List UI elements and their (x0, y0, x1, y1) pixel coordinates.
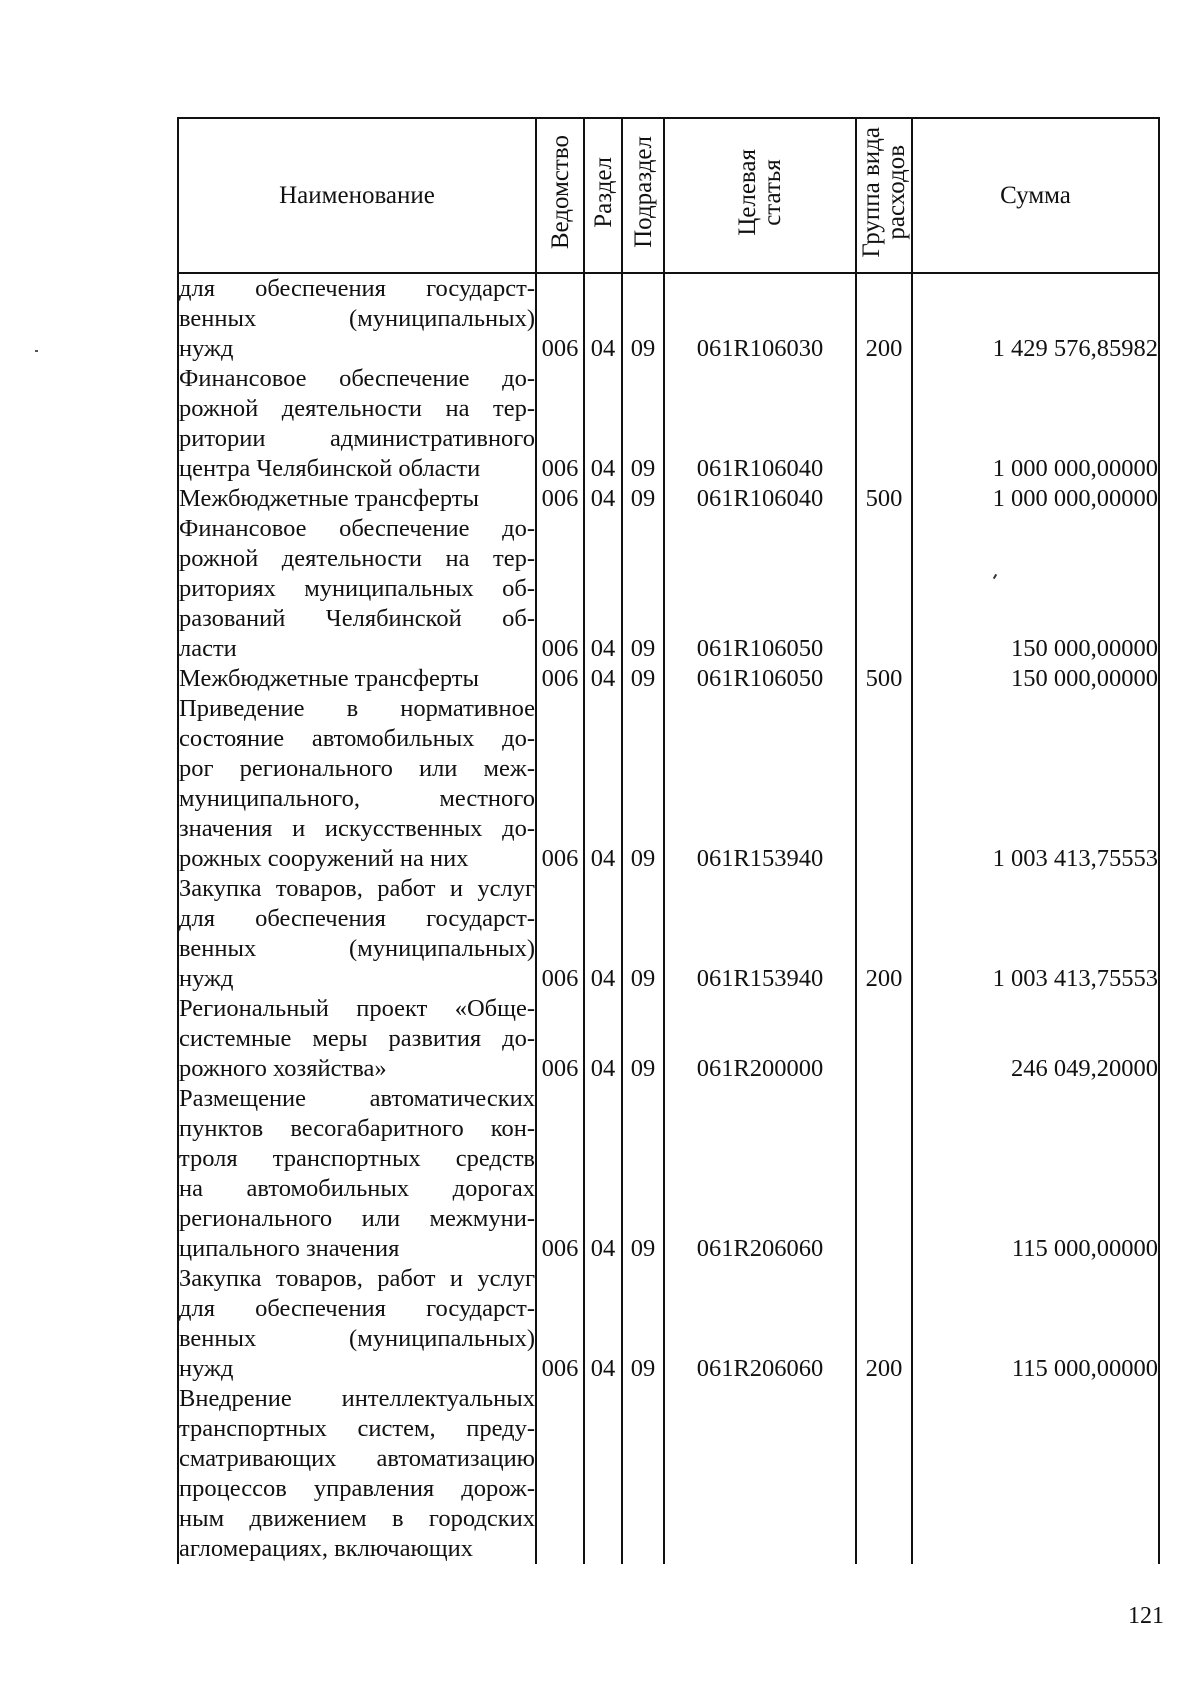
cell-name-line: нужд (179, 335, 234, 362)
cell-vedomstvo: 006 (536, 364, 584, 484)
table-row (178, 1084, 1159, 1264)
cell-razdel: 04 (584, 273, 622, 364)
cell-name-line: центра Челябинской области (179, 455, 481, 482)
cell-name (178, 484, 536, 514)
cell-sum: 150 000,00000 (912, 514, 1159, 664)
cell-vedomstvo: 006 (536, 694, 584, 874)
cell-name-line: Внедрение интеллектуальных (179, 1385, 535, 1412)
cell-sum: 115 000,00000 (912, 1264, 1159, 1384)
cell-sum: 1 000 000,00000 (912, 484, 1159, 514)
table-row (178, 514, 1159, 664)
cell-podrazdel: 09 (622, 484, 664, 514)
table-row (178, 484, 1159, 514)
cell-name-line: ритории административного (179, 425, 535, 452)
cell-name-line: ласти (179, 635, 237, 662)
cell-name (178, 364, 536, 484)
table-row (178, 664, 1159, 694)
cell-vedomstvo: 006 (536, 664, 584, 694)
cell-podrazdel: 09 (622, 994, 664, 1084)
cell-group: 200 (856, 1264, 912, 1384)
table-row (178, 994, 1159, 1084)
cell-vedomstvo: 006 (536, 1264, 584, 1384)
cell-name (178, 994, 536, 1084)
cell-podrazdel: 09 (622, 1264, 664, 1384)
cell-name-line: троля транспортных средств (179, 1145, 535, 1172)
cell-target: 061R206060 (664, 1084, 856, 1264)
cell-vedomstvo: 006 (536, 484, 584, 514)
cell-razdel (584, 1384, 622, 1564)
cell-razdel: 04 (584, 484, 622, 514)
table-row (178, 273, 1159, 364)
cell-vedomstvo: 006 (536, 514, 584, 664)
header-podrazdel: Подраздел (622, 118, 664, 273)
cell-name-line: разований Челябинской об- (179, 605, 535, 632)
cell-name-line: венных (муниципальных) (179, 935, 535, 962)
cell-group: 500 (856, 484, 912, 514)
cell-group (856, 514, 912, 664)
cell-name (178, 694, 536, 874)
cell-name (178, 273, 536, 364)
cell-sum (912, 1384, 1159, 1564)
cell-group (856, 364, 912, 484)
cell-vedomstvo: 006 (536, 273, 584, 364)
cell-name (178, 1264, 536, 1384)
cell-vedomstvo (536, 1384, 584, 1564)
cell-name-line: регионального или межмуни- (179, 1205, 535, 1232)
cell-name-line: процессов управления дорож- (179, 1475, 535, 1502)
cell-name-line: пунктов весогабаритного кон- (179, 1115, 535, 1142)
cell-sum: 1 003 413,75553 (912, 874, 1159, 994)
cell-name-line: для обеспечения государст- (179, 1295, 535, 1322)
cell-podrazdel: 09 (622, 1084, 664, 1264)
cell-name-line: Финансовое обеспечение до- (179, 365, 535, 392)
cell-target: 061R106050 (664, 664, 856, 694)
cell-target (664, 1384, 856, 1564)
cell-name-line: Закупка товаров, работ и услуг (179, 875, 535, 902)
cell-name-line: рожного хозяйства» (179, 1055, 387, 1082)
header-vedomstvo: Ведомство (536, 118, 584, 273)
cell-razdel: 04 (584, 514, 622, 664)
cell-sum: 1 003 413,75553 (912, 694, 1159, 874)
cell-name-line: рожной деятельности на тер- (179, 545, 535, 572)
cell-name-line: сматривающих автоматизацию (179, 1445, 535, 1472)
cell-name-line: рог регионального или меж- (179, 755, 535, 782)
cell-name (178, 1084, 536, 1264)
cell-sum: 115 000,00000 (912, 1084, 1159, 1264)
cell-group (856, 994, 912, 1084)
cell-name-line: Размещение автоматических (179, 1085, 535, 1112)
cell-name (178, 874, 536, 994)
cell-podrazdel: 09 (622, 874, 664, 994)
cell-podrazdel: 09 (622, 664, 664, 694)
cell-name-line: для обеспечения государст- (179, 275, 535, 302)
budget-table (177, 117, 1160, 1564)
cell-sum: 150 000,00000 (912, 664, 1159, 694)
cell-target: 061R106030 (664, 273, 856, 364)
cell-name-line: рожной деятельности на тер- (179, 395, 535, 422)
cell-target: 061R106040 (664, 484, 856, 514)
cell-group: 500 (856, 664, 912, 694)
cell-name-line: состояние автомобильных до- (179, 725, 535, 752)
cell-razdel: 04 (584, 994, 622, 1084)
cell-group (856, 1084, 912, 1264)
cell-name-line: агломерациях, включающих (179, 1535, 473, 1562)
cell-group: 200 (856, 273, 912, 364)
cell-name-line: Закупка товаров, работ и услуг (179, 1265, 535, 1292)
cell-vedomstvo: 006 (536, 874, 584, 994)
table-row (178, 1264, 1159, 1384)
cell-group: 200 (856, 874, 912, 994)
table-body (178, 273, 1159, 1564)
cell-name-line: Приведение в нормативное (179, 695, 535, 722)
cell-name-line: венных (муниципальных) (179, 305, 535, 332)
cell-group (856, 1384, 912, 1564)
header-row (178, 118, 1159, 273)
cell-podrazdel: 09 (622, 273, 664, 364)
cell-target: 061R153940 (664, 874, 856, 994)
cell-name-line: ным движением в городских (179, 1505, 535, 1532)
table-row (178, 1384, 1159, 1564)
cell-name-line: муниципального, местного (179, 785, 535, 812)
cell-podrazdel: 09 (622, 694, 664, 874)
header-sum: Сумма (912, 118, 1159, 273)
cell-target: 061R206060 (664, 1264, 856, 1384)
header-target: Целевая статья (664, 118, 856, 273)
cell-group (856, 694, 912, 874)
cell-name-line: Межбюджетные трансферты (179, 665, 479, 692)
cell-target: 061R153940 (664, 694, 856, 874)
cell-name-line: венных (муниципальных) (179, 1325, 535, 1352)
cell-sum: 246 049,20000 (912, 994, 1159, 1084)
cell-name-line: Межбюджетные трансферты (179, 485, 479, 512)
cell-podrazdel: 09 (622, 514, 664, 664)
cell-target: 061R106050 (664, 514, 856, 664)
cell-podrazdel: 09 (622, 364, 664, 484)
cell-name-line: Региональный проект «Обще- (179, 995, 535, 1022)
cell-target: 061R200000 (664, 994, 856, 1084)
cell-name-line: значения и искусственных до- (179, 815, 535, 842)
cell-razdel: 04 (584, 364, 622, 484)
cell-name (178, 514, 536, 664)
cell-name-line: для обеспечения государст- (179, 905, 535, 932)
table-row (178, 874, 1159, 994)
cell-name-line: системные меры развития до- (179, 1025, 535, 1052)
header-name: Наименование (178, 118, 536, 273)
scan-speck (35, 350, 38, 352)
cell-name-line: нужд (179, 965, 234, 992)
cell-name-line: на автомобильных дорогах (179, 1175, 535, 1202)
cell-razdel: 04 (584, 1264, 622, 1384)
cell-name-line: ципального значения (179, 1235, 400, 1262)
cell-razdel: 04 (584, 1084, 622, 1264)
table-row (178, 364, 1159, 484)
cell-name (178, 1384, 536, 1564)
cell-name-line: рожных сооружений на них (179, 845, 469, 872)
cell-name (178, 664, 536, 694)
cell-sum: 1 000 000,00000 (912, 364, 1159, 484)
cell-razdel: 04 (584, 694, 622, 874)
cell-vedomstvo: 006 (536, 1084, 584, 1264)
cell-razdel: 04 (584, 874, 622, 994)
table-row (178, 694, 1159, 874)
cell-razdel: 04 (584, 664, 622, 694)
cell-name-line: транспортных систем, преду- (179, 1415, 535, 1442)
cell-podrazdel (622, 1384, 664, 1564)
cell-name-line: Финансовое обеспечение до- (179, 515, 535, 542)
page-number: 121 (1128, 1603, 1164, 1629)
cell-vedomstvo: 006 (536, 994, 584, 1084)
cell-target: 061R106040 (664, 364, 856, 484)
cell-name-line: риториях муниципальных об- (179, 575, 535, 602)
cell-name-line: нужд (179, 1355, 234, 1382)
header-group: Группа вида расходов (856, 118, 912, 273)
header-razdel: Раздел (584, 118, 622, 273)
cell-sum: 1 429 576,85982 (912, 273, 1159, 364)
